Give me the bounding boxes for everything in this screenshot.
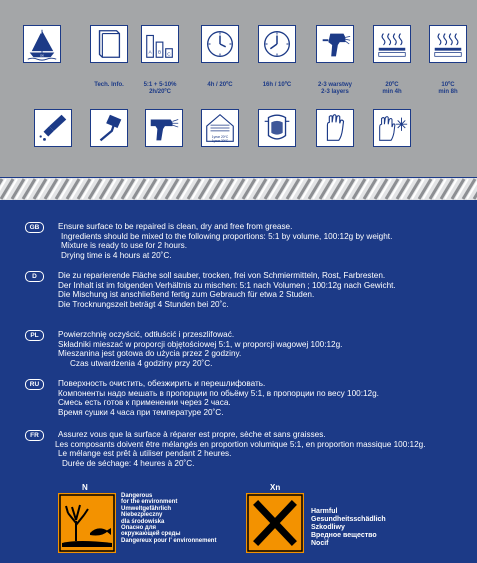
mixing-ratio-label: 5:1 + 5-10% 2h/20ºC [143,82,177,95]
section-ru [29,379,379,417]
hazard-n-code: N [82,483,88,492]
hazard-n-text [121,493,216,544]
d-line: Der Inhalt ist im folgenden Verhältnis zu mischen: 5:1 nach Volumen ; 100:12g nach Gewicht. [58,280,396,290]
hazard-xn-line: Gesundheitsschädlich [311,516,386,523]
hazard-n-line: Dangerous [121,493,153,499]
clock-icon [201,25,239,63]
hazard-xn-code: Xn [270,483,281,492]
hazard-n-line: Dangereux pour l' environnement [121,537,217,544]
ru-line: Поверхность очистить, обезжирить и перешлифовать. [58,379,266,388]
roller-icon [90,109,128,147]
spray-gun-icon [145,109,183,147]
frost-glove-icon [373,109,411,147]
hazard-n-line: Niebezpieczny [121,512,163,519]
hazard-xn-line: Nocif [311,540,329,547]
lang-tag-pl: PL [25,330,44,341]
layers-label: 2-3 warstwy 2-3 layers [317,82,353,95]
lang-tag-gb: GB [25,222,44,233]
svg-text:OK: OK [39,53,45,58]
gb-line: Mixture is ready to use for 2 hours. [61,241,188,251]
hazard-n-line: for the environment [121,499,178,506]
svg-text:A: A [148,50,152,56]
d-line: Die zu reparierende Fläche soll sauber, trocken, frei von Schmiermitteln, Rost, Farbresten. [58,271,386,280]
lang-tag-d: D [25,271,44,282]
d-line: Die Trocknungszeit beträgt 4 Stunden bei 20˚c. [58,299,229,309]
clock-icon [258,25,296,63]
svg-text:B: B [157,50,162,56]
heat-icon [429,25,467,63]
dry-10c-label: 10ºC min 8h [438,82,458,95]
lang-tag-fr: FR [25,430,44,441]
hazard-n-line: окружающей среды [121,531,181,538]
fr-line: Durée de séchage: 4 heures à 20˚C. [62,458,195,468]
hazard-n-line: Опасно для [121,525,157,532]
pl-line: Składniki mieszać w proporcji objętościowej 5:1, w proporcji wagowej 100:12g. [58,339,343,349]
harmful-cross-icon [246,493,304,553]
house-temperature-icon [201,109,239,147]
dry-20c-label: 20ºC min 4h [382,82,402,95]
hazard-n-line: Umweltgefährlich [121,505,172,512]
environment-hazard-icon [58,493,116,553]
gb-line: Ingredients should be mixed to the following proportions: 5:1 by volume, 100:12g by weight. [61,231,393,241]
hazard-xn-line: Harmful [311,508,338,515]
cure-time-label: 16h / 10ºC [262,82,292,88]
pl-line: Powierzchnię oczyścić, odtłuścić i przeszlifować. [58,330,235,339]
spray-gun-icon [316,25,354,63]
pl-line: Czas utwardzenia 4 godziny przy 20˚C. [70,358,213,368]
section-fr [30,430,426,468]
tech-info-label: Tech. Info. [94,82,124,88]
pictogram-panel [0,0,477,177]
ru-line: Время сушки 4 часа при температуре 20˚C. [58,407,224,417]
rope-divider [0,178,477,200]
mixing-ratio-icon [141,25,179,63]
storage-1y-30c: 1year 30ºC [211,139,229,143]
fr-line: Assurez vous que la surface à réparer est propre, sèche et sans graisses. [58,430,326,439]
svg-text:C: C [167,52,171,58]
heat-icon [373,25,411,63]
fr-line: Les composants doivent être mélangés en proportion volumique 5:1, en proportion massique 100:12g. [55,439,426,449]
ru-line: Смесь есть готов к применении через 2 часа. [58,398,231,408]
section-gb [29,222,393,260]
lang-tag-ru: RU [25,379,44,390]
section-d [32,271,396,309]
storage-1y-20c: 1year 20ºC [211,135,229,139]
ru-line: Компоненты надо мешать в пропорции по обьёму 5:1, в пропорции по весу 100:12g. [58,388,379,398]
d-line: Die Mischung ist anschließend fertig zum Gebrauch für etwa 2 Studen. [58,290,315,300]
brush-icon [34,109,72,147]
gb-line: Drying time is 4 hours at 20˚C. [61,250,172,260]
gb-line: Ensure surface to be repaired is clean, dry and free from grease. [58,222,293,231]
boat-icon [23,25,61,63]
hazard-xn-line: Szkodliwy [311,524,345,531]
hazard-xn-line: Вредное вещество [311,532,377,539]
fr-line: Le mélange est prêt à utiliser pendant 2 heures. [58,449,232,459]
pot-life-label: 4h / 20ºC [207,82,233,88]
face-shield-icon [258,109,296,147]
hazard-n-line: dla środowiska [121,518,165,525]
gloves-icon [316,109,354,147]
book-icon [90,25,128,63]
pl-line: Mieszanina jest gotowa do użycia przez 2 godziny. [58,349,242,359]
hazard-xn-text [311,508,386,548]
section-pl [30,330,343,368]
